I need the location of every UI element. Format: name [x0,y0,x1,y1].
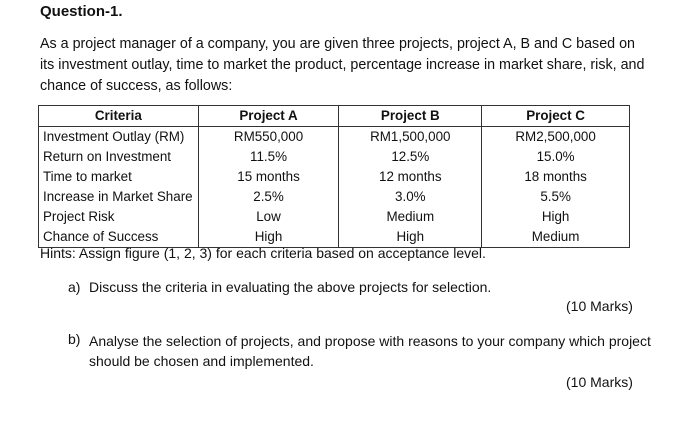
table-header-row [39,106,630,127]
part-b-marks: (10 Marks) [566,374,633,390]
project-b-cell: 3.0% [339,187,482,207]
project-b-cell: Medium [339,207,482,227]
table-row [39,127,630,148]
project-c-cell: Medium [482,227,630,248]
project-a-cell: Low [198,207,339,227]
part-b-label: b) [68,331,81,347]
project-c-cell: 18 months [482,167,630,187]
project-a-cell: 11.5% [198,147,339,167]
part-a-text: Discuss the criteria in evaluating the above projects for selection. [89,279,492,295]
header-project-a: Project A [198,106,339,127]
criteria-cell: Return on Investment [39,147,199,167]
header-project-b: Project B [339,106,482,127]
project-c-cell: RM2,500,000 [482,127,630,148]
table-row [39,207,630,227]
project-a-cell: 2.5% [198,187,339,207]
question-title: Question-1. [40,3,123,20]
project-a-cell: High [198,227,339,248]
project-b-cell: RM1,500,000 [339,127,482,148]
part-a-marks: (10 Marks) [566,298,633,314]
part-b-text: Analyse the selection of projects, and propose with reasons to your company which project should be chosen and implemented. [89,333,651,369]
project-c-cell: 15.0% [482,147,630,167]
criteria-cell: Increase in Market Share [39,187,199,207]
project-a-cell: RM550,000 [198,127,339,148]
project-c-cell: 5.5% [482,187,630,207]
project-b-cell: 12.5% [339,147,482,167]
project-c-cell: High [482,207,630,227]
criteria-cell: Project Risk [39,207,199,227]
project-a-cell: 15 months [198,167,339,187]
question-intro: As a project manager of a company, you are given three projects, project A, B and C based on its investment outlay, time to market the product, percentage increase in market share, risk, and chance of success, as follows: [40,36,645,94]
project-b-cell: High [339,227,482,248]
project-b-cell: 12 months [339,167,482,187]
criteria-table [38,105,630,248]
part-a-label: a) [68,279,81,295]
criteria-cell: Chance of Success [39,227,199,248]
header-criteria: Criteria [39,106,199,127]
criteria-cell: Investment Outlay (RM) [39,127,199,148]
table-row [39,147,630,167]
header-project-c: Project C [482,106,630,127]
hints-text: Hints: Assign figure (1, 2, 3) for each criteria based on acceptance level. [40,245,486,261]
criteria-cell: Time to market [39,167,199,187]
table-row [39,167,630,187]
table-row [39,187,630,207]
